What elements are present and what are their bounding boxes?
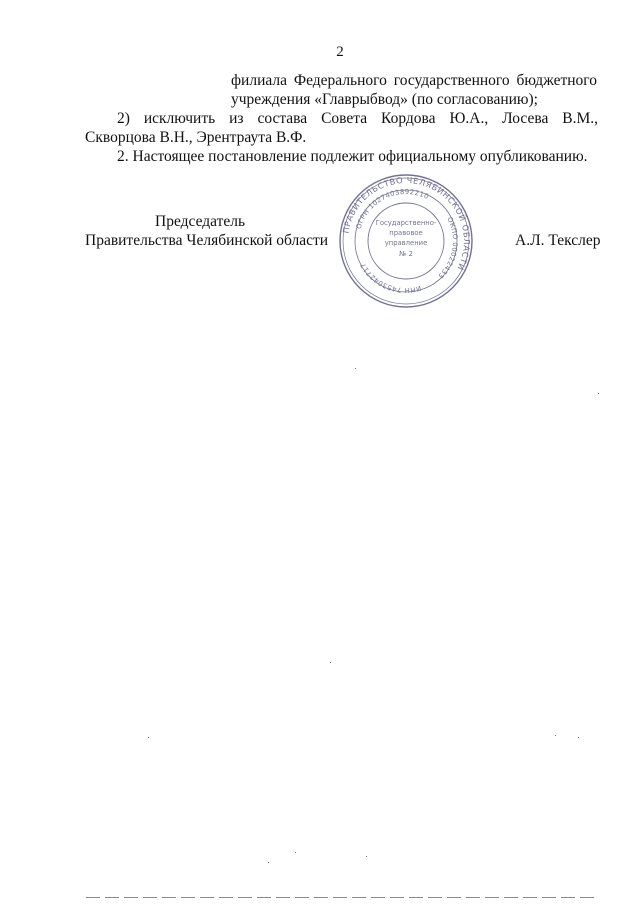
- stamp-ogrn: ОГРН 1027403892210: [354, 187, 431, 230]
- body-line-3: 2) исключить из состава Совета Кордова Ю.А., Лосева В.М.,: [117, 110, 598, 127]
- signature-name: А.Л. Текслер: [515, 232, 601, 249]
- signature-title-line-2: Правительства Челябинской области: [85, 232, 329, 249]
- body-line-2: учреждения «Главрыбвод» (по согласованию);: [231, 91, 538, 108]
- stamp-center-line-4: № 2: [399, 250, 413, 258]
- scan-speck: [555, 735, 556, 736]
- stamp-okpo: ОКПО 00022433: [436, 215, 460, 281]
- body-line-5: 2. Настоящее постановление подлежит официальному опубликованию.: [117, 148, 588, 165]
- stamp-center-line-2: правовое: [389, 229, 423, 237]
- scan-speck: [366, 856, 367, 857]
- footer-scan-line: [86, 897, 598, 898]
- scan-speck: [268, 862, 269, 863]
- scan-speck: [148, 737, 149, 738]
- stamp-center-line-3: управление: [384, 239, 428, 247]
- scan-speck: [295, 852, 296, 853]
- scan-speck: [578, 737, 579, 738]
- stamp-inn: ИНН 7453042717: [358, 261, 423, 295]
- scan-speck: [330, 662, 331, 663]
- scan-speck: [355, 368, 356, 369]
- stamp-center-line-1: Государственно-: [375, 219, 437, 227]
- svg-text:ИНН 7453042717: [359, 261, 422, 294]
- svg-text:ОКПО 00022433: [436, 216, 459, 280]
- scan-speck: [598, 393, 599, 394]
- page-number: 2: [336, 44, 344, 60]
- signature-title-line-1: Председатель: [155, 213, 246, 230]
- stamp-outer-text: ПРАВИТЕЛЬСТВО ЧЕЛЯБИНСКОЙ ОБЛАСТИ: [340, 174, 473, 273]
- body-line-1: филиала Федерального государственного бюджетного: [231, 72, 597, 89]
- body-line-4: Скворцова В.Н., Эрентраута В.Ф.: [85, 129, 307, 146]
- official-stamp: [338, 173, 474, 309]
